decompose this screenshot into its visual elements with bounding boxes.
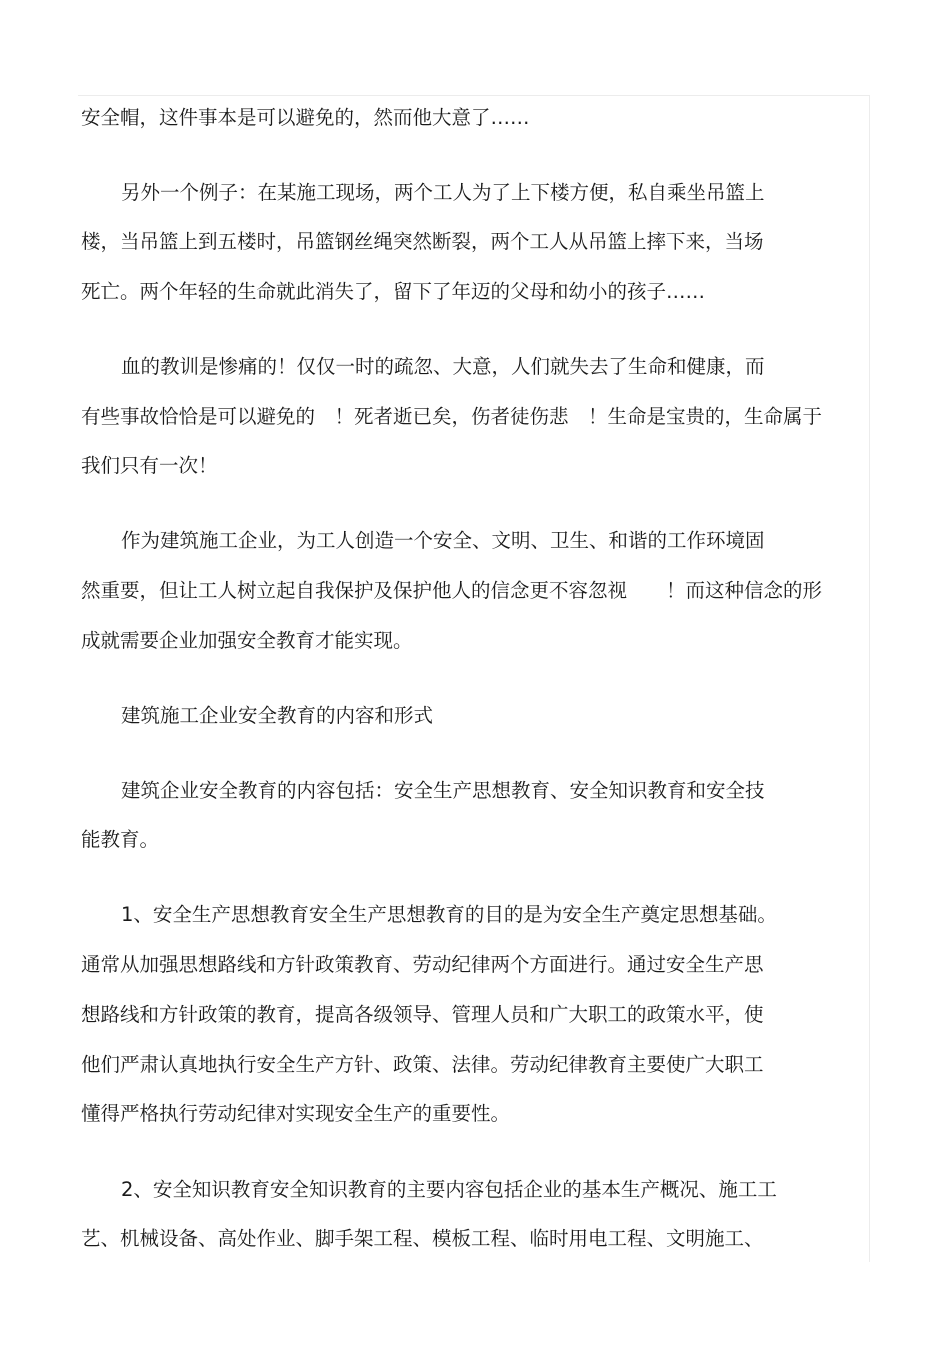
text-line: 作为建筑施工企业，为工人创造一个安全、文明、卫生、和谐的工作环境固 xyxy=(121,529,765,552)
text-line: 能教育。 xyxy=(81,828,160,851)
page-border-top xyxy=(78,95,870,96)
text-line: 另外一个例子：在某施工现场，两个工人为了上下楼方便，私自乘坐吊篮上 xyxy=(121,181,765,204)
text-line: 想路线和方针政策的教育，提高各级领导、管理人员和广大职工的政策水平，使 xyxy=(81,1003,764,1026)
text-line: 艺、机械设备、高处作业、脚手架工程、模板工程、临时用电工程、文明施工、 xyxy=(81,1227,764,1250)
page-border-right xyxy=(869,95,870,1262)
text-line: 成就需要企业加强安全教育才能实现。 xyxy=(81,629,413,652)
text-line: 他们严肃认真地执行安全生产方针、政策、法律。劳动纪律教育主要使广大职工 xyxy=(81,1053,764,1076)
text-line: 2、安全知识教育安全知识教育的主要内容包括企业的基本生产概况、施工工 xyxy=(121,1178,777,1201)
section-heading: 建筑施工企业安全教育的内容和形式 xyxy=(121,704,434,727)
text-line: 安全帽，这件事本是可以避免的，然而他大意了…… xyxy=(81,106,530,129)
text-line: 血的教训是惨痛的！仅仅一时的疏忽、大意，人们就失去了生命和健康，而 xyxy=(121,355,765,378)
text-line: 懂得严格执行劳动纪律对实现安全生产的重要性。 xyxy=(81,1102,511,1125)
text-line: 我们只有一次！ xyxy=(81,454,218,477)
text-line: 有些事故恰恰是可以避免的 ！死者逝已矣，伤者徒伤悲 ！生命是宝贵的，生命属于 xyxy=(81,405,823,428)
text-line: 1、安全生产思想教育安全生产思想教育的目的是为安全生产奠定思想基础。 xyxy=(121,903,777,926)
text-line: 楼，当吊篮上到五楼时，吊篮钢丝绳突然断裂，两个工人从吊篮上摔下来，当场 xyxy=(81,230,764,253)
text-line: 通常从加强思想路线和方针政策教育、劳动纪律两个方面进行。通过安全生产思 xyxy=(81,953,764,976)
text-line: 死亡。两个年轻的生命就此消失了，留下了年迈的父母和幼小的孩子…… xyxy=(81,280,706,303)
text-line: 建筑企业安全教育的内容包括：安全生产思想教育、安全知识教育和安全技 xyxy=(121,779,765,802)
text-line: 然重要，但让工人树立起自我保护及保护他人的信念更不容忽视 ！而这种信念的形 xyxy=(81,579,823,602)
